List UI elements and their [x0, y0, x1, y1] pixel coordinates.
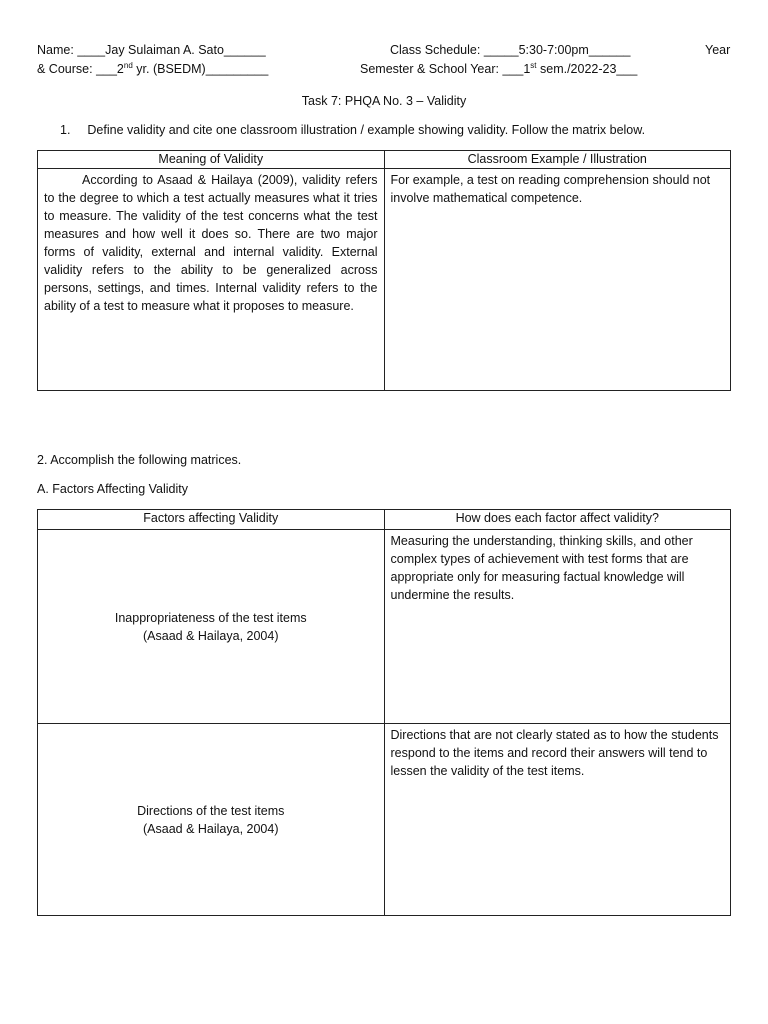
schedule-line	[390, 43, 630, 57]
effect-cell	[384, 530, 731, 724]
example-text: For example, a test on reading comprehension should not involve mathematical competence.	[390, 173, 711, 205]
factor-name: Inappropriateness of the test items	[114, 610, 307, 625]
meaning-cell	[38, 169, 385, 391]
course-value: ___2nd yr. (BSEDM)_________	[96, 61, 269, 77]
factor-name: Directions of the test items	[137, 803, 285, 818]
factor-source: (Asaad & Hailaya, 2004)	[143, 821, 279, 836]
factor-source: (Asaad & Hailaya, 2004)	[143, 628, 279, 643]
effect-header: How does each factor affect validity?	[384, 510, 731, 530]
task-title: Task 7: PHQA No. 3 – Validity	[301, 94, 467, 108]
course-line	[37, 61, 268, 76]
name-label: Name:	[37, 43, 74, 57]
schedule-value: _____5:30-7:00pm______	[483, 43, 631, 57]
section-a-title: A. Factors Affecting Validity	[37, 482, 188, 496]
name-value: ____Jay Sulaiman A. Sato______	[77, 43, 266, 57]
name-line	[37, 43, 266, 57]
validity-matrix	[37, 150, 731, 391]
year-label: Year	[705, 43, 731, 57]
factor-cell	[38, 530, 385, 724]
schedule-label: Class Schedule:	[390, 43, 481, 57]
meaning-text: According to Asaad & Hailaya (2009), validity refers to the degree to which a test actually measures what it tries to measure. The validity of the test concerns what the test measures and how well it does so. There are two major forms of validity, external and internal validity. External validity refers to the ability to be generalized across persons, settings, and times. Internal validity refers to the ability of a test to measure what it proposes to measure.	[44, 173, 378, 313]
effect-text: Measuring the understanding, thinking skills, and other complex types of achievement with test forms that are appropriate only for measuring factual knowledge will undermine the results.	[390, 534, 693, 602]
course-label: & Course:	[37, 62, 93, 77]
example-cell	[384, 169, 731, 391]
factors-header: Factors affecting Validity	[38, 510, 385, 530]
question-2: 2. Accomplish the following matrices.	[37, 453, 242, 467]
semester-line	[360, 61, 637, 76]
semester-value: ___1st sem./2022-23___	[502, 61, 638, 77]
factors-matrix	[37, 509, 731, 916]
question-1-number: 1.	[60, 123, 71, 137]
question-1	[60, 123, 645, 137]
table-row	[38, 530, 731, 724]
semester-label: Semester & School Year:	[360, 62, 499, 77]
effect-text: Directions that are not clearly stated as to how the students respond to the items and record their answers will tend to lessen the validity of the test items.	[390, 728, 719, 778]
effect-cell	[384, 724, 731, 916]
table-row	[38, 724, 731, 916]
example-header: Classroom Example / Illustration	[384, 151, 731, 169]
question-1-text: Define validity and cite one classroom illustration / example showing validity. Follow the matrix below.	[87, 123, 646, 137]
meaning-header: Meaning of Validity	[38, 151, 385, 169]
factor-cell	[38, 724, 385, 916]
